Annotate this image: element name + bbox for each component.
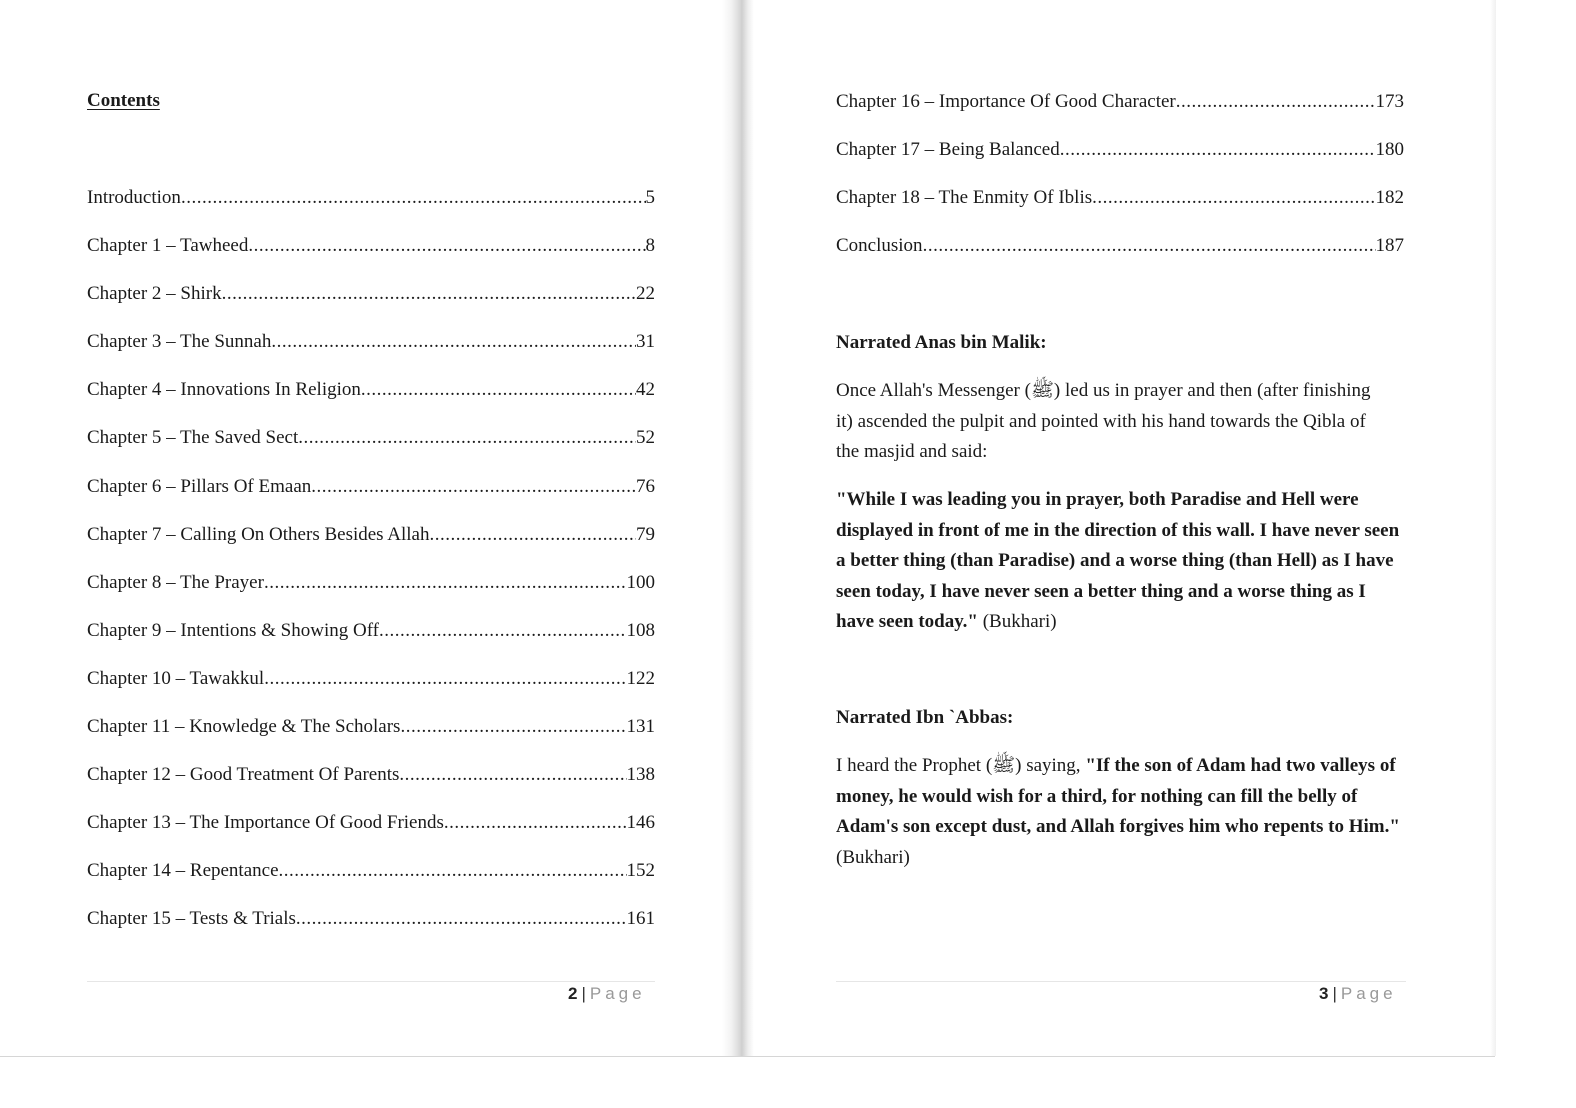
toc-leader-dots: [311, 475, 636, 499]
toc-entry-title: Chapter 1 – Tawheed: [87, 235, 249, 257]
toc-leader-dots: [264, 667, 626, 691]
toc-entry: [87, 234, 655, 282]
toc-entry-page: 76: [636, 475, 655, 497]
toc-entry-page: 100: [626, 571, 655, 593]
toc-leader-dots: [1092, 186, 1375, 210]
page-edge: [1490, 0, 1496, 1056]
toc-leader-dots: [298, 426, 636, 450]
toc-entry-title: Chapter 4 – Innovations In Religion: [87, 379, 361, 401]
toc-leader-dots: [429, 523, 636, 547]
toc-entry-page: 131: [626, 716, 655, 738]
toc-entry-page: 79: [636, 523, 655, 545]
toc-leader-dots: [264, 571, 627, 595]
toc-entry: [87, 426, 655, 474]
toc-entry-page: 173: [1375, 91, 1404, 112]
toc-entry: [87, 619, 655, 667]
toc-entry-title: Chapter 7 – Calling On Others Besides Allah: [87, 523, 430, 545]
hadith-narrator: Narrated Ibn `Abbas:: [836, 707, 1014, 728]
hadith-quote: "While I was leading you in prayer, both Paradise and Hell were displayed in front of me in the direction of this wall. I have never seen a better thing (than Paradise) and a worse thing (than Hell) as I have seen today, I have never seen a better thing and a worse thing as I have seen today.": [836, 489, 1400, 632]
toc-entry-title: Chapter 6 – Pillars Of Emaan: [87, 475, 312, 497]
page-number: 2: [568, 984, 578, 1003]
toc-entry: [87, 330, 655, 378]
toc-leader-dots: [222, 282, 636, 306]
toc-entry-title: Introduction: [87, 187, 181, 208]
toc-entry-title: Chapter 2 – Shirk: [87, 283, 222, 305]
toc-leader-dots: [248, 234, 645, 258]
toc-entry-title: Chapter 3 – The Sunnah: [87, 331, 272, 353]
hadith-intro: Once Allah's Messenger (ﷺ) led us in prayer and then (after finishing it) ascended the pulpit and pointed with his hand towards the Qibla of the masjid and said:: [836, 380, 1371, 462]
left-page: [0, 0, 722, 1056]
page-label: Page: [589, 984, 646, 1003]
toc-entry-title: Chapter 11 – Knowledge & The Scholars: [87, 716, 401, 738]
toc-entry: [87, 378, 655, 426]
footer-separator: |: [581, 984, 586, 1003]
hadith-quote: "If the son of Adam had two valleys of money, he would wish for a third, for nothing can fill the belly of Adam's son except dust, and Allah forgives him who repents to Him.": [836, 755, 1400, 837]
toc-entry: [87, 571, 655, 619]
page-footer-right: [1319, 984, 1397, 1004]
toc-entry-page: 52: [636, 427, 655, 449]
toc-entry-page: 42: [636, 379, 655, 401]
toc-list-left: [87, 186, 655, 956]
contents-heading: Contents: [87, 90, 160, 111]
toc-entry-page: 31: [636, 331, 655, 353]
toc-entry-title: Chapter 9 – Intentions & Showing Off: [87, 619, 380, 641]
toc-leader-dots: [923, 234, 1376, 258]
toc-entry-page: 108: [626, 619, 655, 641]
toc-entry: [87, 811, 655, 859]
toc-entry-page: 138: [626, 764, 655, 786]
toc-entry: [87, 282, 655, 330]
toc-entry: [836, 186, 1404, 234]
hadith-paragraph: [836, 751, 1411, 873]
page-footer-left: [568, 984, 646, 1004]
toc-entry-title: Chapter 15 – Tests & Trials: [87, 908, 296, 930]
toc-entry: [836, 90, 1404, 138]
toc-entry: [87, 186, 655, 234]
toc-entry-title: Chapter 16 – Importance Of Good Character: [836, 91, 1176, 112]
toc-entry-page: 152: [626, 860, 655, 882]
toc-entry-title: Chapter 14 – Repentance: [87, 860, 279, 882]
toc-leader-dots: [379, 619, 626, 643]
hadith-narrator: Narrated Anas bin Malik:: [836, 332, 1047, 353]
toc-leader-dots: [444, 811, 627, 835]
footer-divider: [836, 981, 1406, 982]
hadith-source: (Bukhari): [977, 611, 1057, 632]
hadith-intro: I heard the Prophet (ﷺ) saying,: [836, 755, 1086, 776]
toc-leader-dots: [400, 715, 626, 739]
toc-leader-dots: [399, 763, 626, 787]
toc-entry: [87, 475, 655, 523]
toc-entry-title: Chapter 18 – The Enmity Of Iblis: [836, 187, 1093, 209]
footer-divider: [87, 981, 655, 982]
toc-entry-page: 8: [645, 235, 655, 257]
page-number: 3: [1319, 984, 1329, 1003]
toc-entry: [87, 523, 655, 571]
book-gutter: [722, 0, 754, 1056]
toc-entry: [87, 859, 655, 907]
footer-separator: |: [1332, 984, 1337, 1003]
toc-entry-page: 22: [636, 283, 655, 305]
toc-entry-title: Chapter 5 – The Saved Sect: [87, 427, 299, 449]
toc-entry: [87, 763, 655, 811]
toc-list-right: [836, 90, 1404, 282]
toc-entry-title: Chapter 12 – Good Treatment Of Parents: [87, 764, 400, 786]
toc-entry-page: 161: [626, 908, 655, 930]
toc-entry-page: 122: [626, 667, 655, 689]
toc-entry: [836, 138, 1404, 186]
page-label: Page: [1340, 984, 1397, 1003]
toc-leader-dots: [1176, 90, 1376, 114]
toc-leader-dots: [181, 186, 646, 210]
toc-entry-page: 180: [1375, 139, 1404, 161]
toc-leader-dots: [1060, 138, 1376, 162]
toc-entry: [87, 667, 655, 715]
toc-leader-dots: [279, 859, 627, 883]
toc-entry: [836, 234, 1404, 282]
toc-entry-page: 146: [626, 812, 655, 834]
toc-entry-title: Chapter 17 – Being Balanced: [836, 139, 1060, 161]
hadith-quote-paragraph: [836, 485, 1406, 638]
toc-leader-dots: [296, 907, 627, 931]
toc-entry-title: Chapter 13 – The Importance Of Good Friends: [87, 812, 444, 834]
toc-entry-page: 182: [1375, 187, 1404, 209]
toc-entry: [87, 907, 655, 955]
toc-entry-page: 5: [645, 187, 655, 208]
toc-entry-page: 187: [1375, 235, 1404, 257]
toc-entry: [87, 715, 655, 763]
toc-leader-dots: [271, 330, 636, 354]
hadith-source: (Bukhari): [836, 846, 910, 868]
toc-entry-title: Chapter 10 – Tawakkul: [87, 667, 265, 689]
toc-entry-title: Chapter 8 – The Prayer: [87, 571, 264, 593]
toc-leader-dots: [361, 378, 636, 402]
toc-entry-title: Conclusion: [836, 235, 923, 257]
